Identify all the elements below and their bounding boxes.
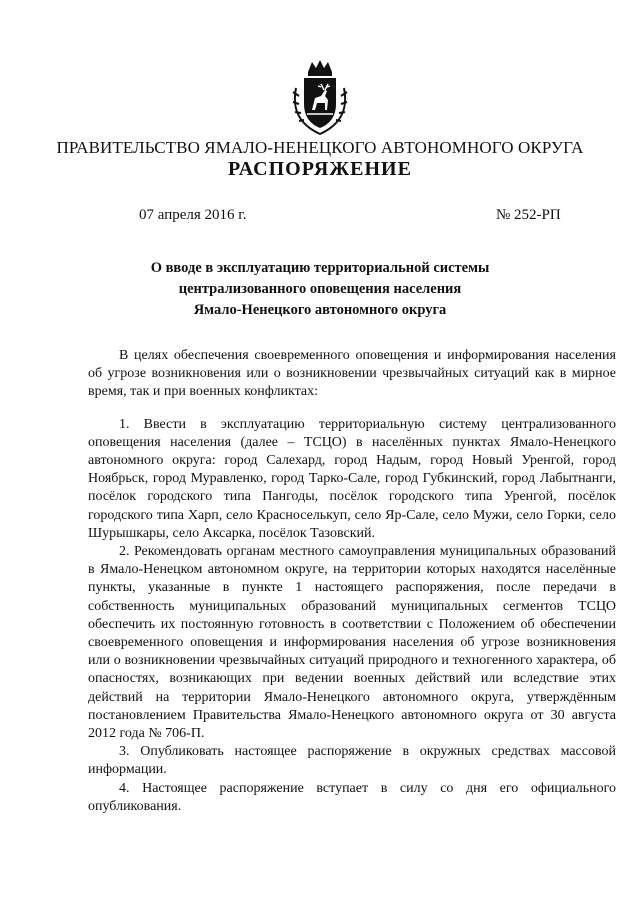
document-type: РАСПОРЯЖЕНИЕ (228, 158, 412, 180)
title-line-3: Ямало-Ненецкого автономного округа (193, 302, 447, 318)
item-1-paragraph: 1. Ввести в эксплуатацию территориальную систему централизованного оповещения населения (далее – ТСЦО) в населённых пунктах Ямало-Ненецкого автономного округа: город Салехард, город Надым, город Новый Уренгой, город Ноябрьск, город Муравленко, город Тарко-Сале, город Губкинский, город Лабытнанги, посёлок городского типа Пангоды, посёлок городского типа Уренгой, посёлок городского типа Харп, село Красноселькуп, село Яр-Сале, село Мужи, село Горки, село Шурышкары, село Аксарка, посёлок Тазовский. (88, 416, 616, 541)
document-date: 07 апреля 2016 г. (139, 207, 247, 223)
document-body (88, 347, 616, 816)
title-line-1: О вводе в эксплуатацию территориальной системы (150, 260, 490, 276)
document-number: № 252-РП (496, 207, 561, 223)
yanao-coat-of-arms-icon (290, 58, 350, 136)
preamble-paragraph: В целях обеспечения своевременного оповещения и информирования населения об угрозе возникновения или о возникновении чрезвычайных ситуаций как в мирное время, так и при военных конфликтах: (88, 348, 616, 400)
item-3-paragraph: 3. Опубликовать настоящее распоряжение в окружных средствах массовой информации. (88, 744, 616, 778)
item-2-paragraph: 2. Рекомендовать органам местного самоуправления муниципальных образований в Ямало-Ненецком автономном округе, на территории которых находятся населённые пункты, указанные в пункте 1 настоящего распоряжения, после передачи в собственность муниципальных образований муниципальных сегментов ТСЦО обеспечить их постоянную готовность в соответствии с Положением об обеспечении своевременного оповещения и информирования населения об угрозе возникновения или о возникновении чрезвычайных ситуаций природного и техногенного характера, об опасностях, возникающих при ведении военных действий или вследствие этих действий на территории Ямало-Ненецкого автономного округа, утверждённым постановлением Правительства Ямало-Ненецкого автономного округа от 30 августа 2012 года № 706-П. (88, 544, 616, 742)
title-line-2: централизованного оповещения населения (178, 281, 462, 297)
government-name: ПРАВИТЕЛЬСТВО ЯМАЛО-НЕНЕЦКОГО АВТОНОМНОГО ОКРУГА (56, 138, 584, 157)
item-4-paragraph: 4. Настоящее распоряжение вступает в силу со дня его официального опубликования. (88, 780, 616, 814)
document-title (60, 258, 580, 321)
